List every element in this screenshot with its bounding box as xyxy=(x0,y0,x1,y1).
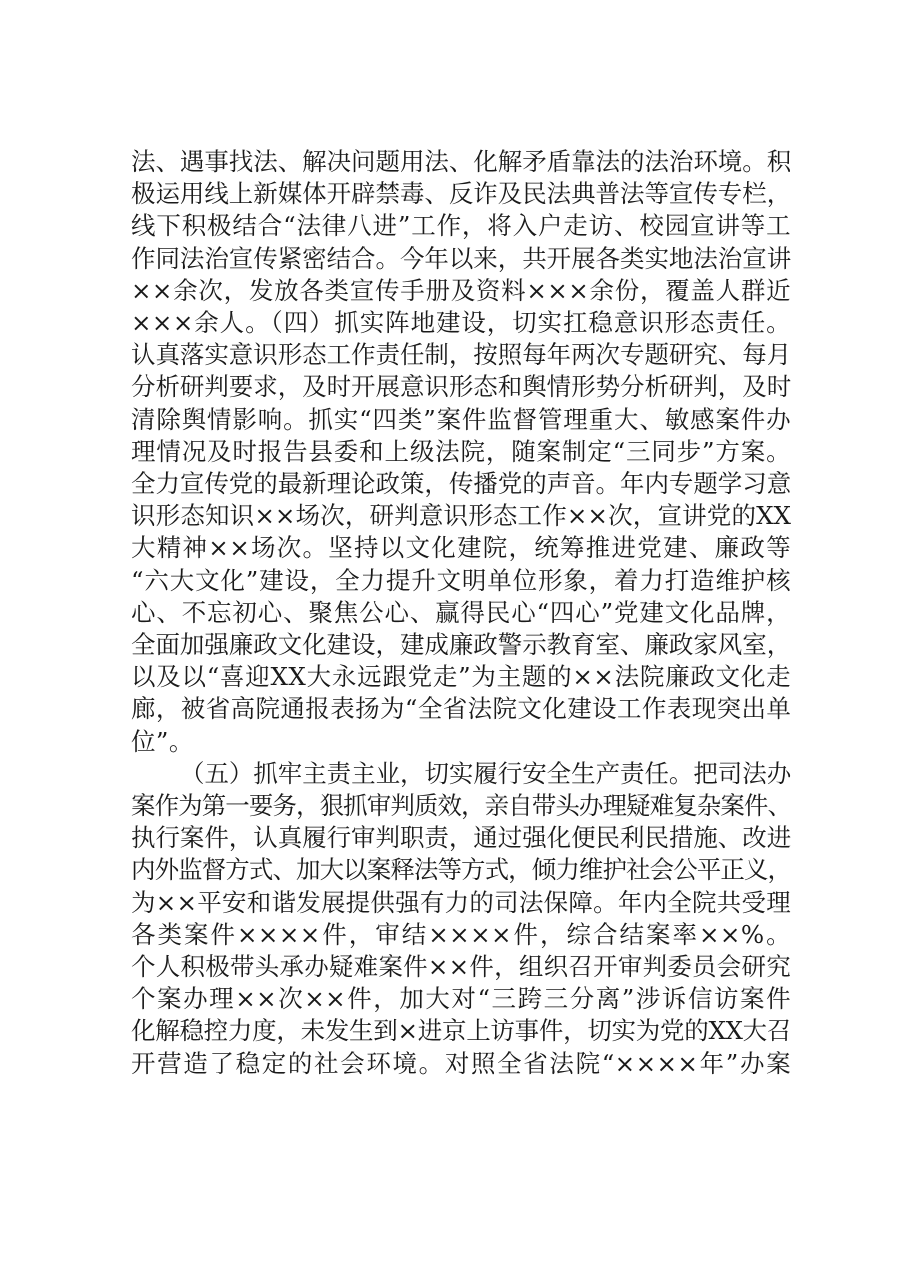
text-line: 个人积极带头承办疑难案件××件，组织召开审判委员会研究 xyxy=(131,952,791,982)
text-line: 化解稳控力度，未发生到×进京上访事件，切实为党的XX大召 xyxy=(131,1016,791,1046)
text-line: 廊，被省高院通报表扬为“全省法院文化建设工作表现突出单 xyxy=(131,694,792,724)
text-line: 执行案件，认真履行审判职责，通过强化便民利民措施、改进 xyxy=(131,823,791,853)
text-line: 分析研判要求，及时开展意识形态和舆情形势分析研判，及时 xyxy=(131,372,791,402)
text-line: ××余次，发放各类宣传手册及资料×××余份，覆盖人群近 xyxy=(131,275,791,305)
text-line: 开营造了稳定的社会环境。对照全省法院“××××年”办案 xyxy=(131,1048,791,1078)
text-line: 内外监督方式、加大以案释法等方式，倾力维护社会公平正义， xyxy=(131,855,791,885)
paragraph-start-line: （五）抓牢主责主业，切实履行安全生产责任。把司法办 xyxy=(180,758,791,788)
text-line: 位”。 xyxy=(131,726,194,756)
text-line: 个案办理××次××件，加大对“三跨三分离”涉诉信访案件 xyxy=(131,984,791,1014)
text-line: 认真落实意识形态工作责任制，按照每年两次专题研究、每月 xyxy=(131,340,791,370)
text-line: 以及以“喜迎XX大永远跟党走”为主题的××法院廉政文化走 xyxy=(131,662,791,692)
text-line: ×××余人。（四）抓实阵地建设，切实扛稳意识形态责任。 xyxy=(131,308,791,338)
text-line: 全面加强廉政文化建设，建成廉政警示教育室、廉政家风室， xyxy=(131,630,791,660)
text-line: 线下积极结合“法律八进”工作，将入户走访、校园宣讲等工 xyxy=(131,211,791,241)
text-line: “六大文化”建设，全力提升文明单位形象，着力打造维护核 xyxy=(131,565,791,595)
body-text xyxy=(131,146,791,1080)
text-line: 理情况及时报告县委和上级法院，随案制定“三同步”方案。 xyxy=(131,436,791,466)
text-line: 全力宣传党的最新理论政策，传播党的声音。年内专题学习意 xyxy=(131,469,791,499)
text-line: 案作为第一要务，狠抓审判质效，亲自带头办理疑难复杂案件、 xyxy=(131,791,791,821)
text-line: 极运用线上新媒体开辟禁毒、反诈及民法典普法等宣传专栏， xyxy=(131,179,791,209)
text-line: 识形态知识××场次，研判意识形态工作××次，宣讲党的XX xyxy=(131,501,791,531)
text-line: 各类案件××××件，审结××××件，综合结案率××%。 xyxy=(131,919,791,949)
text-line: 大精神××场次。坚持以文化建院，统筹推进党建、廉政等 xyxy=(131,533,791,563)
text-line: 为××平安和谐发展提供强有力的司法保障。年内全院共受理 xyxy=(131,887,791,917)
text-line: 作同法治宣传紧密结合。今年以来，共开展各类实地法治宣讲 xyxy=(131,243,791,273)
text-line: 法、遇事找法、解决问题用法、化解矛盾靠法的法治环境。积 xyxy=(131,147,791,176)
text-line: 清除舆情影响。抓实“四类”案件监督管理重大、敏感案件办 xyxy=(131,404,791,434)
text-line: 心、不忘初心、聚焦公心、赢得民心“四心”党建文化品牌， xyxy=(131,597,791,627)
